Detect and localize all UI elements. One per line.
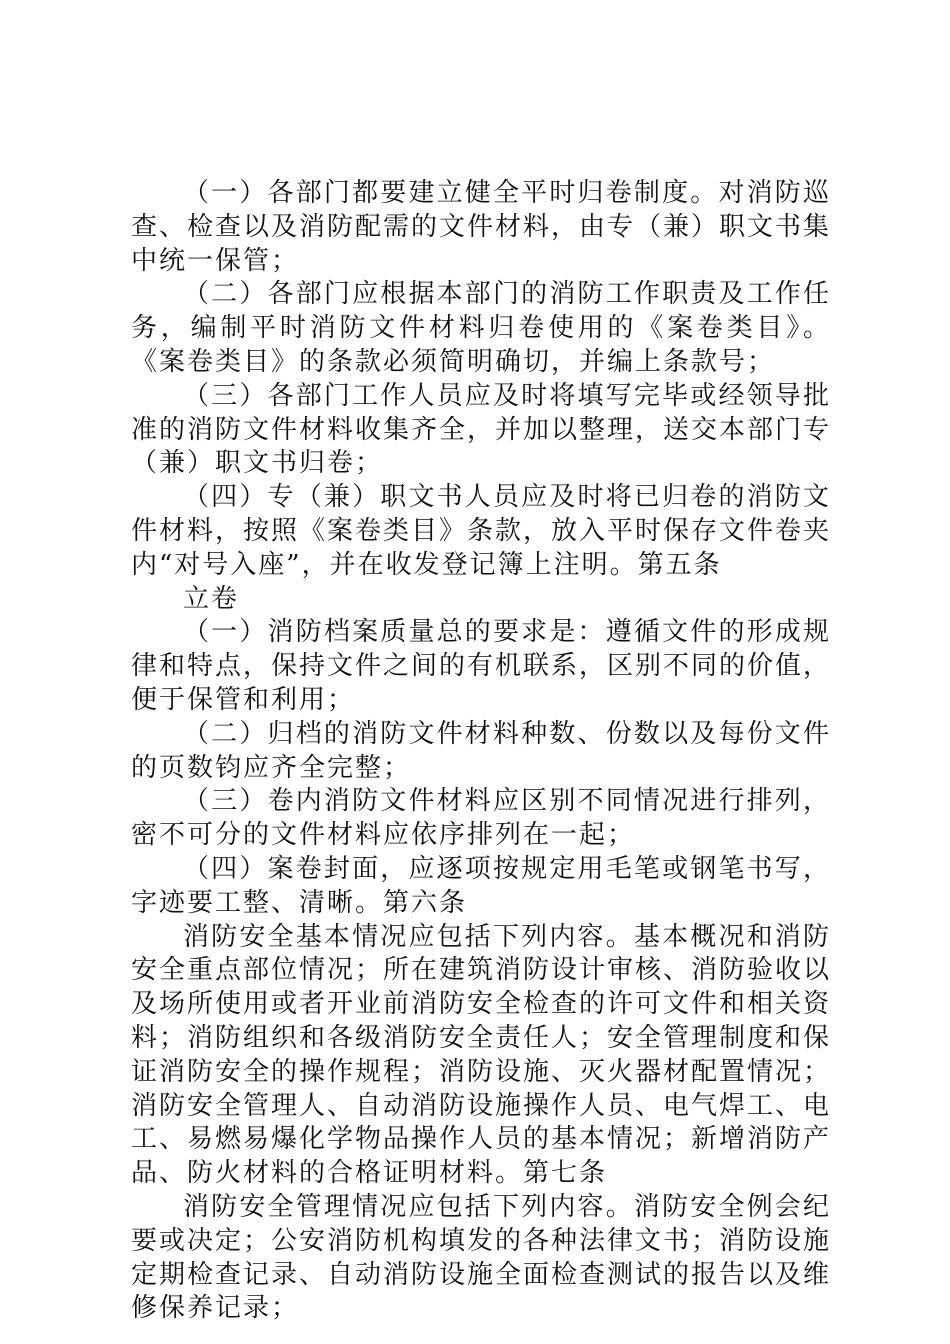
paragraph-8: （四）案卷封面，应逐项按规定用毛笔或钢笔书写，字迹要工整、清晰。第六条 <box>131 853 831 918</box>
paragraph-1: （一）各部门都要建立健全平时归卷制度。对消防巡查、检查以及消防配需的文件材料，由专（兼）职文书集中统一保管； <box>131 178 832 276</box>
paragraph-4: （四）专（兼）职文书人员应及时将已归卷的消防文件材料，按照《案卷类目》条款，放入平时保存文件卷夹内“对号入座”，并在收发登记簿上注明。第五条 <box>131 482 832 580</box>
paragraph-10: 消防安全管理情况应包括下列内容。消防安全例会纪要或决定；公安消防机构填发的各种法律文书；消防设施定期检查记录、自动消防设施全面检查测试的报告以及维修保养记录； <box>131 1191 832 1324</box>
paragraph-2: （二）各部门应根据本部门的消防工作职责及工作任务，编制平时消防文件材料归卷使用的《案卷类目》。《案卷类目》的条款必须简明确切，并编上条款号； <box>131 279 831 377</box>
section-heading-filing: 立卷 <box>183 583 240 614</box>
paragraph-6: （二）归档的消防文件材料种数、份数以及每份文件的页数钧应齐全完整； <box>131 718 831 783</box>
document-body <box>131 177 831 1326</box>
paragraph-9: 消防安全基本情况应包括下列内容。基本概况和消防安全重点部位情况；所在建筑消防设计审核、消防验收以及场所使用或者开业前消防安全检查的许可文件和相关资料；消防组织和各级消防安全责任人；安全管理制度和保证消防安全的操作规程；消防设施、灭火器材配置情况；消防安全管理人、自动消防设施操作人员、电气焊工、电工、易燃易爆化学物品操作人员的基本情况；新增消防产品、防火材料的合格证明材料。第七条 <box>131 921 832 1189</box>
paragraph-7: （三）卷内消防文件材料应区别不同情况进行排列，密不可分的文件材料应依序排列在一起； <box>131 786 831 851</box>
paragraph-5: （一）消防档案质量总的要求是：遵循文件的形成规律和特点，保持文件之间的有机联系，区别不同的价值，便于保管和利用； <box>131 617 832 715</box>
paragraph-3: （三）各部门工作人员应及时将填写完毕或经领导批准的消防文件材料收集齐全，并加以整理，送交本部门专（兼）职文书归卷； <box>131 380 832 479</box>
